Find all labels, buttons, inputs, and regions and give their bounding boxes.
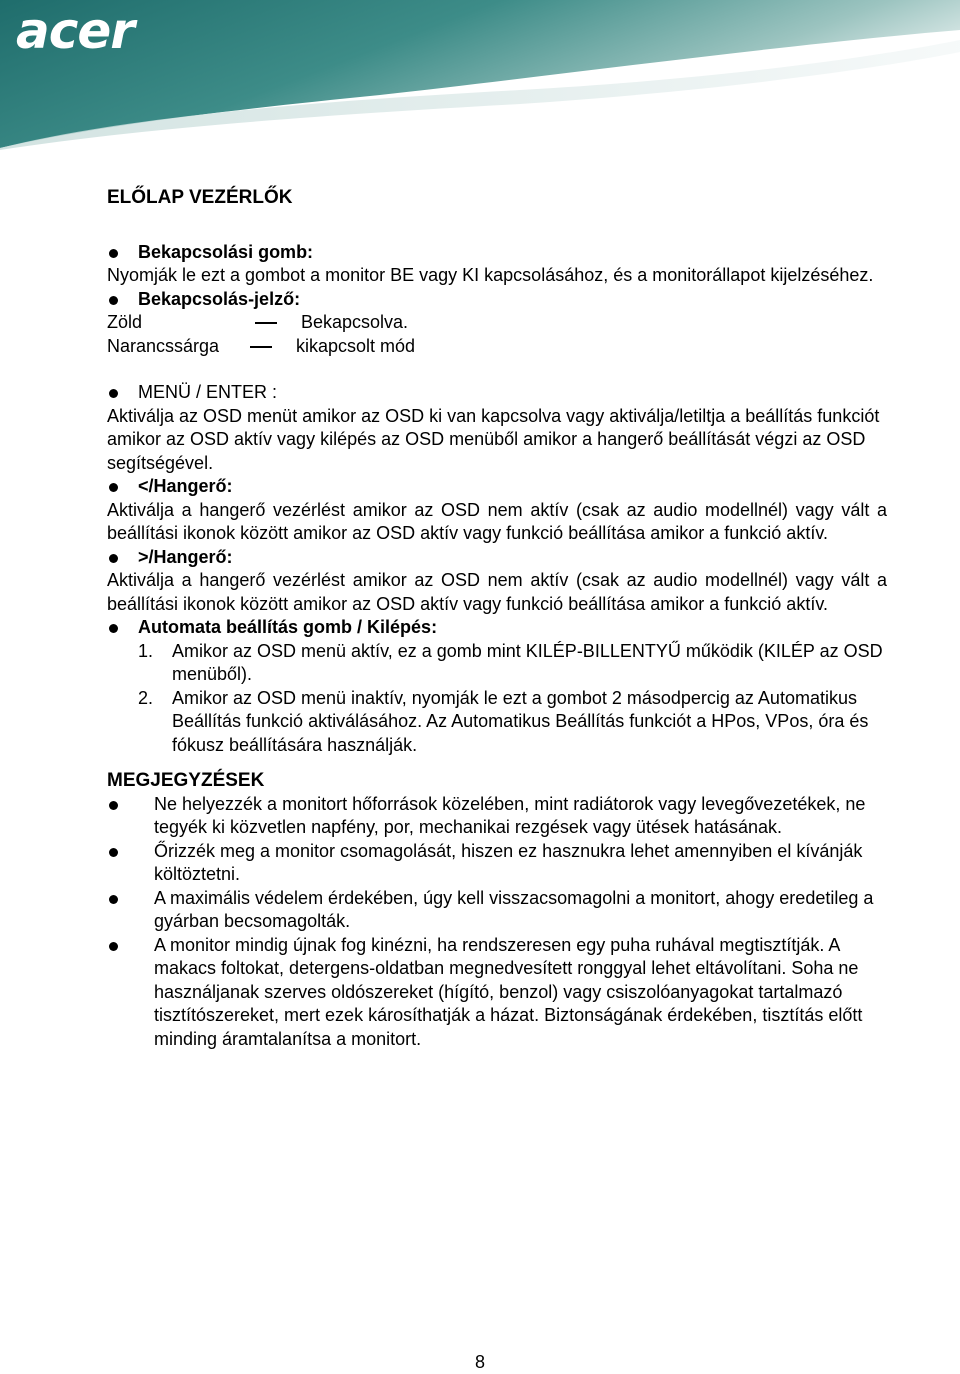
menu-enter-item — [107, 381, 887, 405]
bullet-icon — [109, 624, 118, 633]
bullet-icon — [109, 554, 118, 563]
indicator-state: kikapcsolt mód — [296, 335, 416, 356]
vol-up-item — [107, 546, 887, 570]
bullet-icon — [109, 296, 118, 305]
document-body — [107, 186, 887, 1051]
indicator-color: Narancssárga — [107, 335, 220, 356]
note-item — [107, 887, 887, 934]
bullet-icon — [109, 848, 118, 857]
dash-icon — [250, 346, 272, 348]
auto-adjust-list — [138, 640, 887, 758]
note-text: A monitor mindig újnak fog kinézni, ha rendszeresen egy puha ruhával megtisztítják. A makacs foltokat, detergens-oldatban megnedvesített ronggyal lehet eltávolítani. Soha ne használjanak szerves oldószereket (hígító, benzol) vagy csiszolóanyagokat tartalmazó tisztítószereket, mert ezek károsíthatják a házat. Biztonságának érdekében, tisztítás előtt minding áramtalanítsa a monitort. — [154, 934, 863, 1049]
indicator-row-orange — [107, 335, 887, 359]
page-header-banner — [0, 0, 960, 150]
page-number: 8 — [474, 1352, 485, 1372]
auto-adjust-label: Automata beállítás gomb / Kilépés: — [138, 617, 438, 637]
notes-title: MEGJEGYZÉSEK — [107, 770, 265, 791]
list-text: Amikor az OSD menü aktív, ez a gomb mint KILÉP-BILLENTYŰ működik (KILÉP az OSD menüből). — [172, 640, 883, 684]
note-text: Ne helyezzék a monitort hőforrások közelében, mint radiátorok vagy levegővezetékek, ne tegyék ki közvetlen napfény, por, mechanikai rezgések vagy ütések hatásának. — [154, 793, 866, 837]
power-button-label: Bekapcsolási gomb: — [138, 241, 314, 262]
bullet-icon — [109, 801, 118, 810]
bullet-icon — [109, 249, 118, 258]
note-item — [107, 793, 887, 840]
note-text: A maximális védelem érdekében, úgy kell visszacsomagolni a monitort, ahogy eredetileg a gyárban becsomagolták. — [154, 887, 874, 931]
power-button-text: Nyomják le ezt a gombot a monitor BE vagy KI kapcsolásához, és a monitorállapot kijelzéséhez. — [107, 265, 874, 285]
bullet-icon — [109, 942, 118, 951]
note-item — [107, 840, 887, 887]
list-number: 2. — [138, 687, 154, 708]
indicator-row-green — [107, 311, 887, 335]
power-button-item — [107, 241, 887, 265]
indicator-item — [107, 288, 887, 312]
list-text: Amikor az OSD menü inaktív, nyomják le ezt a gombot 2 másodpercig az Automatikus Beállítás funkció aktiválásához. Az Automatikus Beállítás funkciót a HPos, VPos, óra és fókusz beállítására használják. — [172, 687, 869, 755]
vol-up-text: Aktiválja a hangerő vezérlést amikor az OSD nem aktív (csak az audio modellnél) vagy vált a beállítási ikonok között amikor az OSD aktív vagy funkció beállítása amikor a funkció aktív. — [107, 570, 887, 614]
vol-down-text: Aktiválja a hangerő vezérlést amikor az OSD nem aktív (csak az audio modellnél) vagy vált a beállítási ikonok között amikor az OSD aktív vagy funkció beállítása amikor a funkció aktív. — [107, 499, 887, 543]
list-item — [138, 687, 887, 758]
dash-icon — [255, 322, 277, 324]
bullet-icon — [109, 389, 118, 398]
acer-logo: acer — [16, 2, 134, 60]
indicator-label: Bekapcsolás-jelző: — [138, 288, 301, 309]
menu-enter-text: Aktiválja az OSD menüt amikor az OSD ki van kapcsolva vagy aktiválja/letiltja a beállítás funkciót amikor az OSD aktív vagy kilépés az OSD menüből amikor a hangerő beállítását végzi az OSD segítségével. — [107, 405, 880, 473]
menu-enter-label: MENÜ / ENTER : — [138, 382, 278, 402]
page-title: ELŐLAP VEZÉRLŐK — [107, 187, 293, 208]
list-item — [138, 640, 887, 687]
bullet-icon — [109, 483, 118, 492]
vol-down-label: </Hangerő: — [138, 476, 233, 496]
indicator-state: Bekapcsolva. — [301, 312, 409, 332]
vol-down-item — [107, 475, 887, 499]
list-number: 1. — [138, 640, 154, 661]
auto-adjust-item — [107, 616, 887, 640]
bullet-icon — [109, 895, 118, 904]
note-text: Őrizzék meg a monitor csomagolását, hiszen ez hasznukra lehet amennyiben el kívánják költöztetni. — [154, 840, 863, 884]
vol-up-label: >/Hangerő: — [138, 546, 233, 567]
note-item — [107, 934, 887, 1052]
indicator-color: Zöld — [107, 312, 143, 332]
